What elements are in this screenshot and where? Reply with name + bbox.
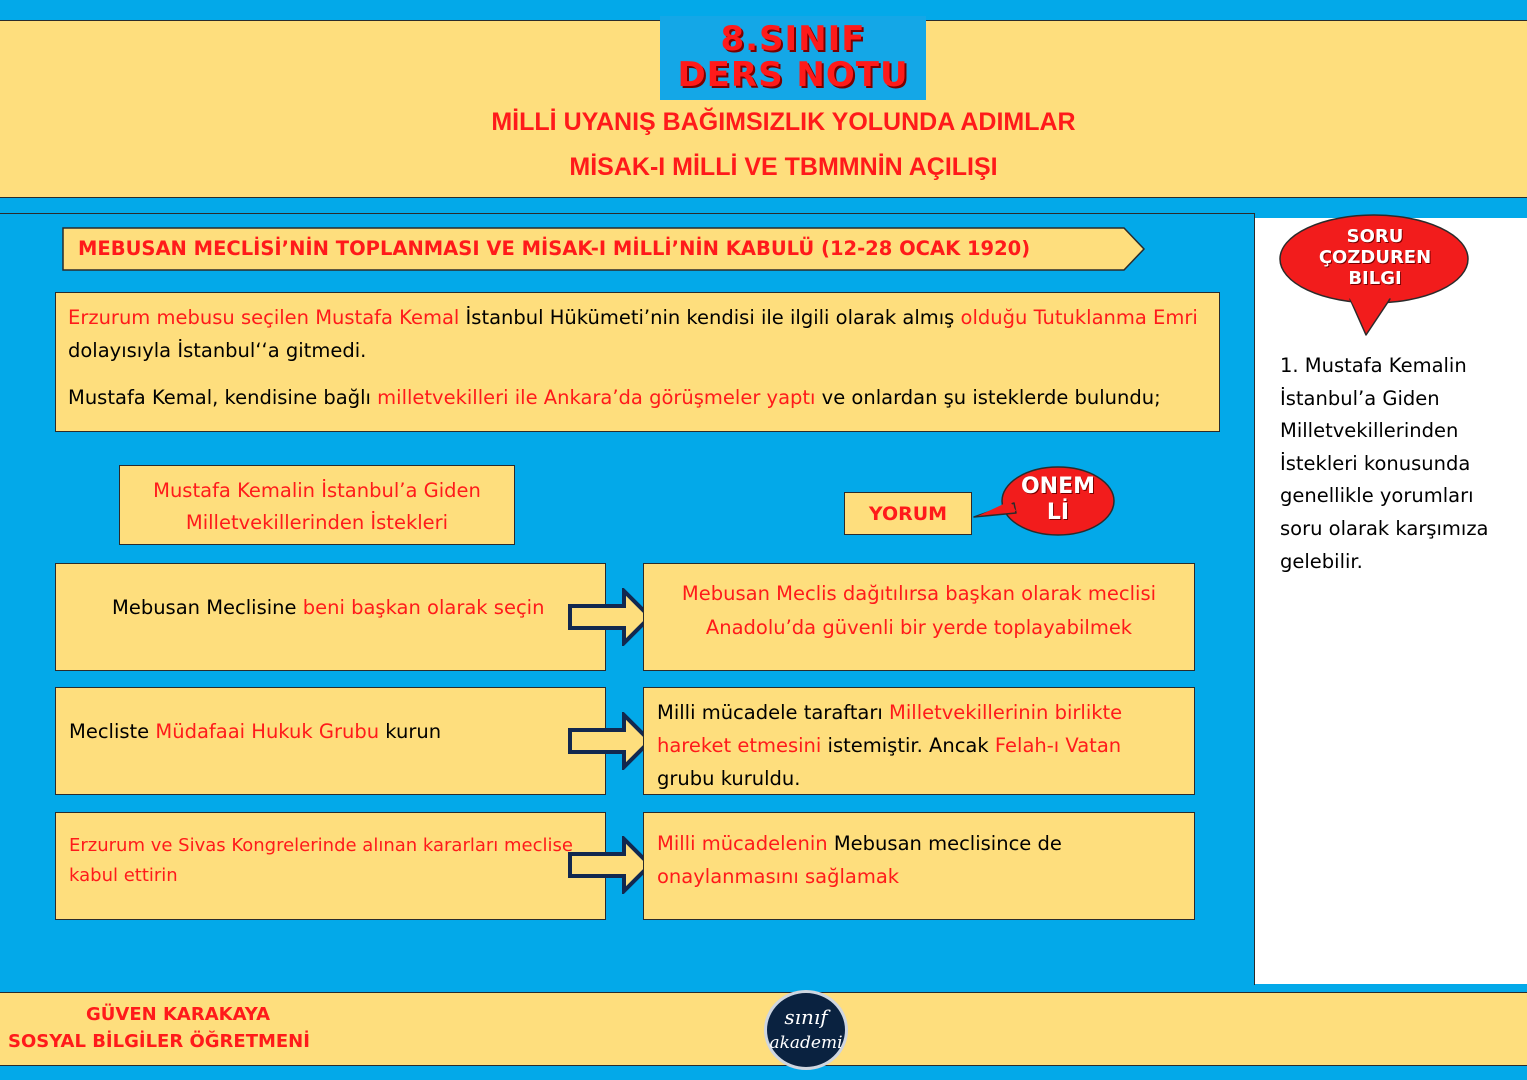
request-text: beni başkan olarak seçin: [302, 596, 545, 619]
request-text: kabul ettirin: [69, 865, 178, 886]
intro-paragraph-1: [68, 301, 1207, 367]
request-box-1: [55, 563, 606, 671]
comment-text: Milletvekillerinin birlikte: [889, 701, 1123, 724]
intro-text: ve onlardan şu isteklerde bulundu;: [815, 386, 1161, 409]
right-arrow-icon: [568, 712, 654, 770]
requests-title-line: Mustafa Kemalin İstanbul’a Giden: [153, 479, 481, 502]
bubble-line: BILGI: [1348, 268, 1402, 289]
comment-box-2: [643, 687, 1195, 795]
request-text: Mebusan Meclisine: [112, 596, 303, 619]
bubble-line: ÇOZDUREN: [1318, 247, 1432, 268]
teacher-role: SOSYAL BİLGİLER ÖĞRETMENİ: [8, 1031, 310, 1052]
intro-text: milletvekilleri ile Ankara’da görüşmeler yaptı: [377, 386, 816, 409]
grade-badge: [660, 16, 926, 100]
intro-text: Mustafa Kemal, kendisine bağlı: [68, 386, 378, 409]
comment-box-3: [643, 812, 1195, 920]
right-arrow-icon: [568, 836, 654, 894]
comment-text: onaylanmasını sağlamak: [657, 865, 900, 888]
intro-text: Erzurum mebusu seçilen Mustafa Kemal: [68, 306, 460, 329]
page-subtitle: MİSAK-I MİLLİ VE TBMMNİN AÇILIŞI: [569, 153, 998, 181]
requests-title-line: Milletvekillerinden İstekleri: [185, 511, 449, 534]
comment-text: istemiştir. Ancak: [821, 734, 995, 757]
comment-text: Milli mücadele taraftarı: [657, 701, 890, 724]
intro-text: İstanbul Hükümeti’nin kendisi ile ilgili olarak almış: [459, 306, 961, 329]
comment-line: [657, 827, 1194, 860]
badge-line2: DERS NOTU: [677, 55, 909, 95]
right-arrow-icon: [568, 588, 654, 646]
onemli-badge-text: [1002, 474, 1114, 526]
onemli-line: ONEM: [1020, 474, 1096, 499]
comment-line: [657, 729, 1194, 762]
logo-text-bottom: akademi: [769, 1033, 843, 1053]
onemli-line: Lİ: [1046, 500, 1070, 525]
intro-text: olduğu Tutuklanma Emri: [960, 306, 1198, 329]
bubble-line: SORU: [1346, 226, 1404, 247]
request-text: Mecliste: [69, 720, 156, 743]
sinif-akademi-logo: [764, 990, 848, 1070]
comment-box-1: [643, 563, 1195, 671]
comment-text: Milli mücadelenin: [657, 832, 828, 855]
comment-line: [657, 696, 1194, 729]
intro-box: [55, 292, 1220, 432]
request-text: Erzurum ve Sivas Kongrelerinde alınan kararları meclise: [69, 835, 573, 856]
comment-text: Anadolu’da güvenli bir yerde toplayabilmek: [705, 616, 1133, 639]
side-note: 1. Mustafa Kemalin İstanbul’a Giden Milletvekillerinden İstekleri konusunda genellikle yorumları soru olarak karşımıza gelebilir.: [1280, 354, 1489, 573]
request-box-2: [55, 687, 606, 795]
section-banner-title: MEBUSAN MECLİSİ’NİN TOPLANMASI VE MİSAK-I MİLLİ’NİN KABULÜ (12-28 OCAK 1920): [78, 237, 1031, 260]
request-text: kurun: [379, 720, 442, 743]
intro-paragraph-2: [68, 381, 1207, 414]
yorum-label: YORUM: [844, 492, 972, 535]
comment-text: Mebusan Meclis dağıtılırsa başkan olarak meclisi: [681, 582, 1157, 605]
request-text: Müdafaai Hukuk Grubu: [155, 720, 380, 743]
teacher-name: GÜVEN KARAKAYA: [86, 1004, 271, 1025]
intro-text: dolayısıyla İstanbul‘‘a gitmedi.: [68, 339, 367, 362]
page-title: MİLLİ UYANIŞ BAĞIMSIZLIK YOLUNDA ADIMLAR: [491, 108, 1076, 136]
comment-text: Felah-ı Vatan: [994, 734, 1122, 757]
requests-title-box: [119, 465, 515, 545]
comment-text: hareket etmesini: [657, 734, 822, 757]
request-box-3: [55, 812, 606, 920]
comment-text: grubu kuruldu.: [657, 767, 801, 790]
logo-text-top: sınıf: [784, 1005, 828, 1029]
badge-line1: 8.SINIF: [720, 19, 866, 59]
soru-cozduren-text: [1290, 226, 1460, 289]
comment-text: Mebusan meclisince de: [827, 832, 1062, 855]
